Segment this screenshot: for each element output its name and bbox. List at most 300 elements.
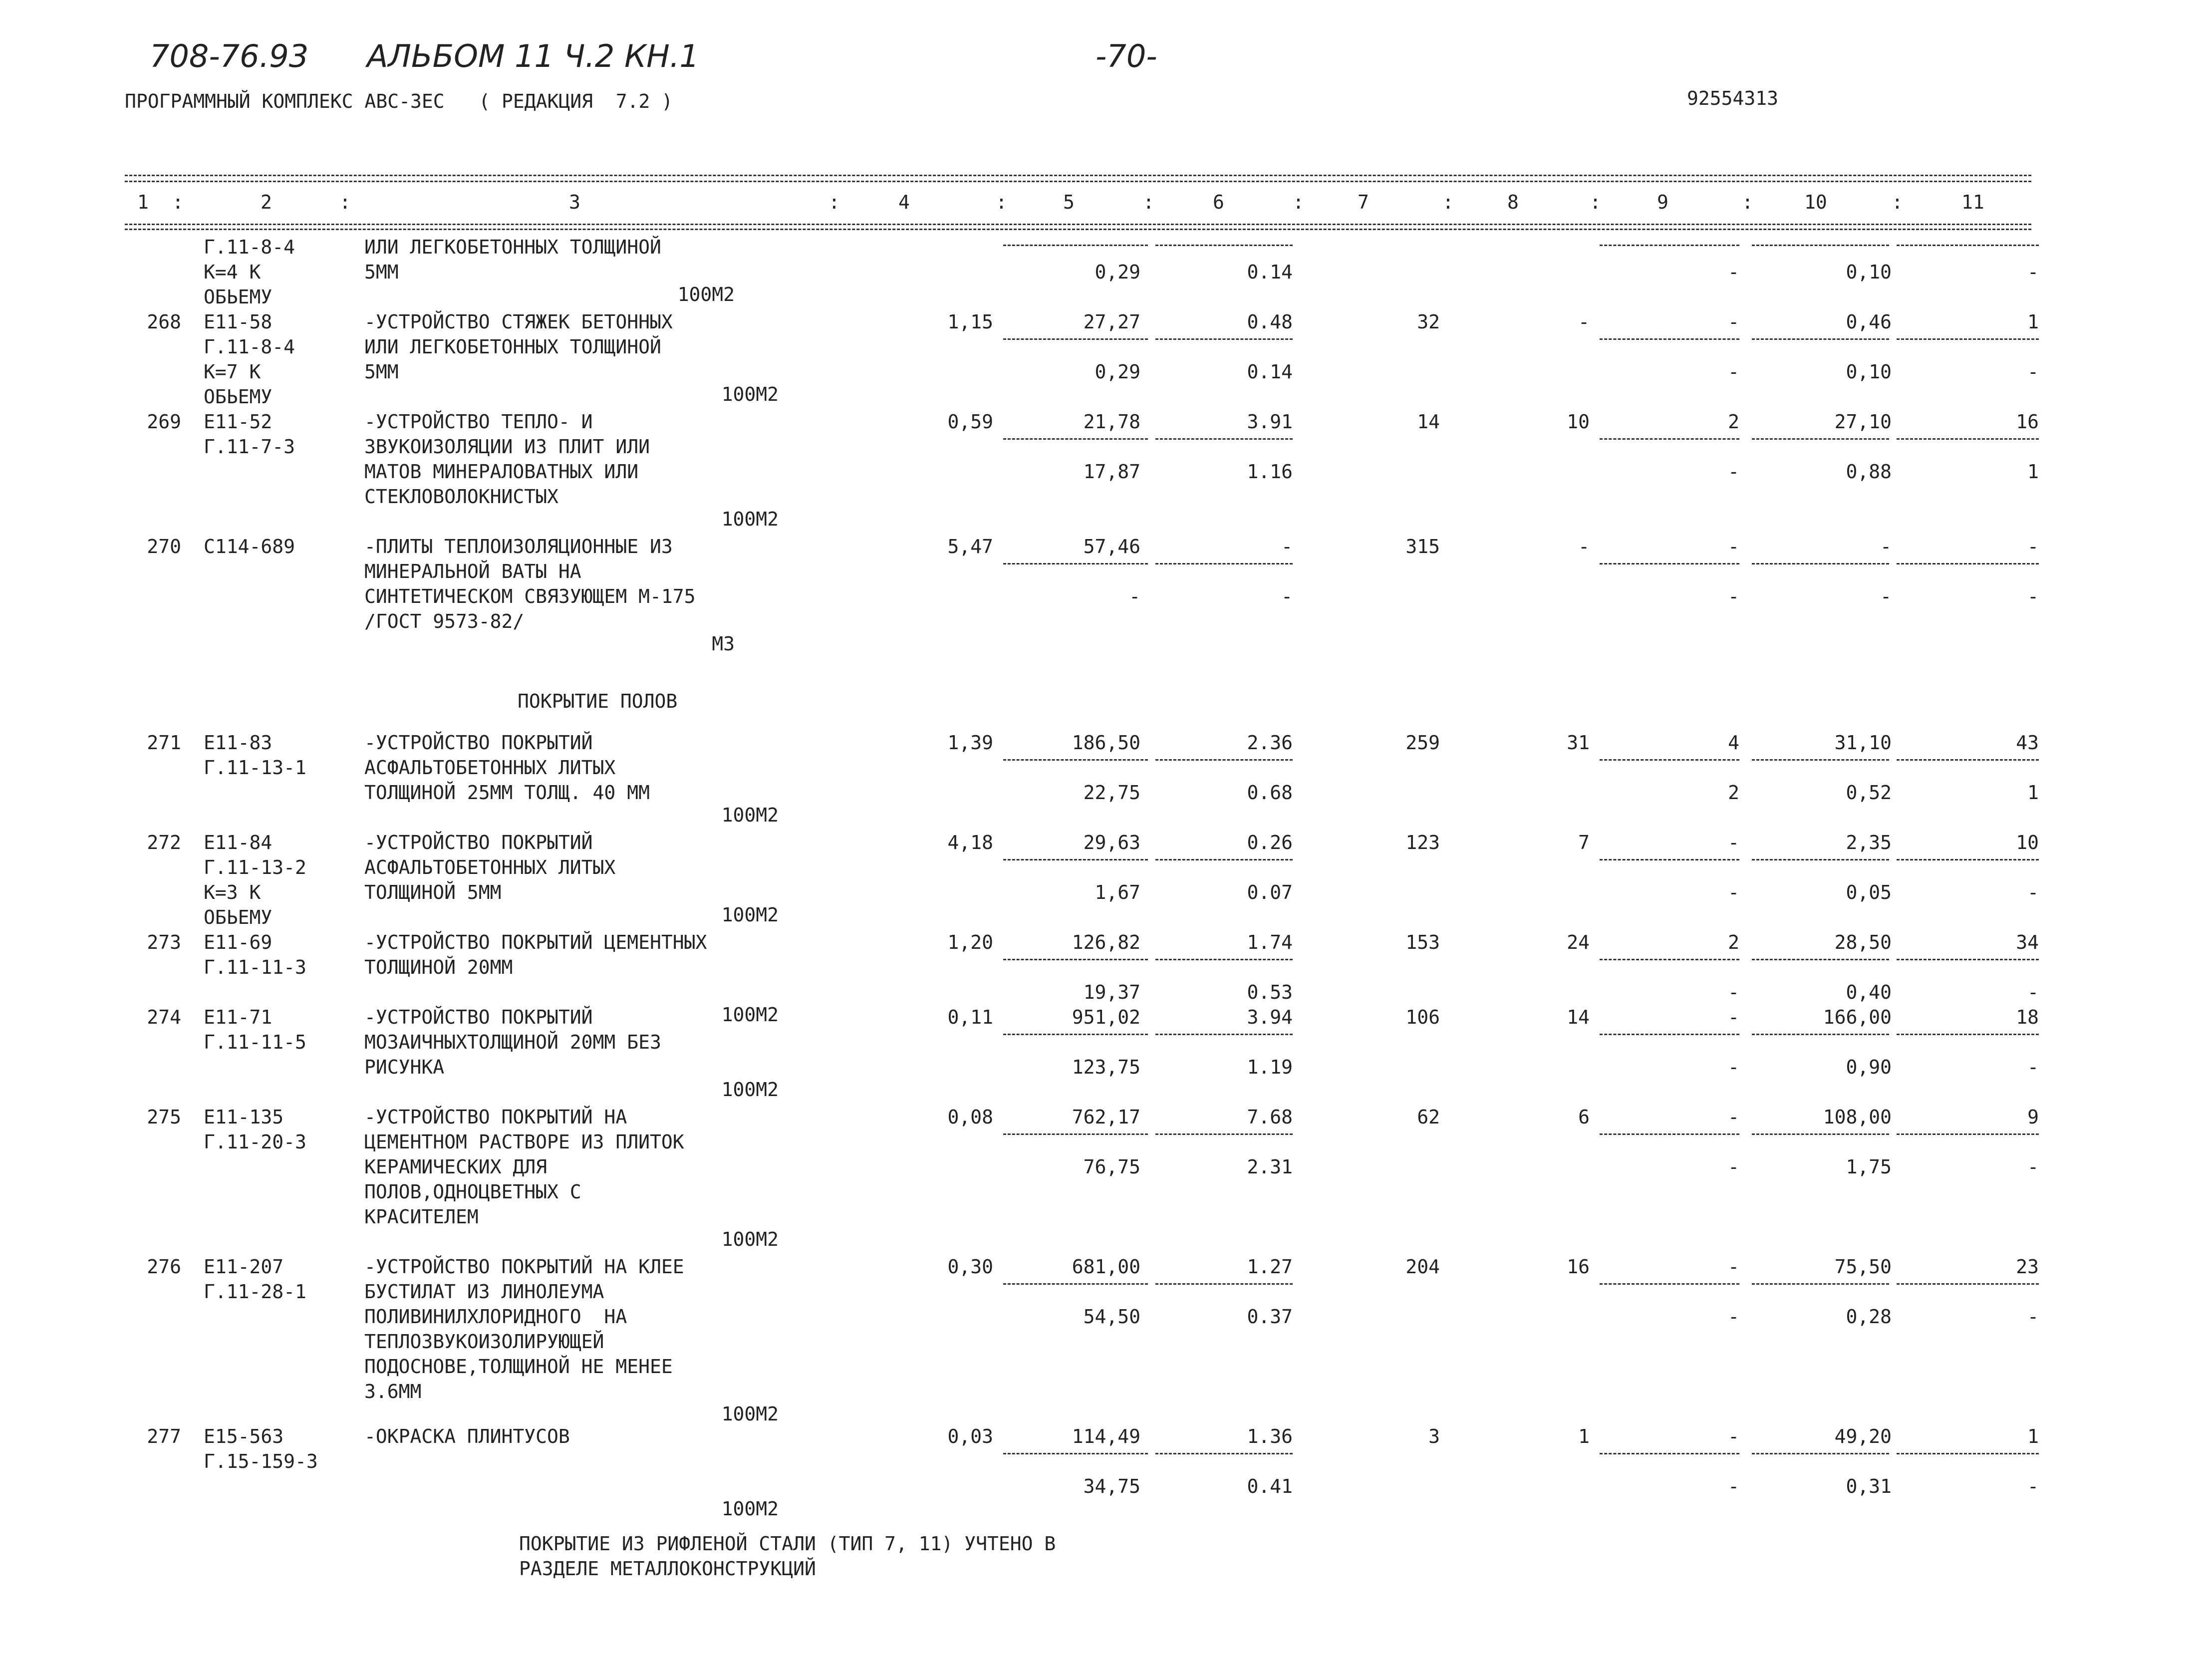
row-cell-c8: 10 (1567, 411, 1590, 433)
footer-note-line-2: РАЗДЕЛЕ МЕТАЛЛОКОНСТРУКЦИЙ (519, 1558, 816, 1580)
row-cell-c9b: 2 (1728, 782, 1739, 804)
divider-c11 (1897, 438, 2039, 440)
column-header-7: 7 (1358, 191, 1369, 213)
row-cell-c5: 27,27 (1083, 311, 1140, 333)
row-cell-c6b: 0.14 (1247, 261, 1293, 283)
row-code: Г.11-13-2 (204, 856, 306, 878)
divider-c10 (1752, 438, 1889, 440)
divider-c9 (1600, 859, 1739, 860)
divider-c11 (1897, 245, 2039, 246)
row-cell-c10b: 0,05 (1846, 881, 1892, 903)
row-cell-c11b: - (2027, 1475, 2039, 1497)
divider-c6 (1155, 245, 1293, 246)
row-code: Г.11-7-3 (204, 436, 295, 458)
row-number: 275 (147, 1106, 181, 1128)
row-cell-c10b: 0,10 (1846, 361, 1892, 383)
row-cell-c5: 57,46 (1083, 536, 1140, 558)
divider-c9 (1600, 438, 1739, 440)
divider-c5 (1003, 1034, 1148, 1035)
divider-c11 (1897, 959, 2039, 960)
row-cell-c6b: 0.68 (1247, 782, 1293, 804)
section-title: ПОКРЫТИЕ ПОЛОВ (518, 690, 678, 712)
row-description: -УСТРОЙСТВО ПОКРЫТИЙ (364, 732, 593, 754)
column-separator: : (829, 191, 840, 213)
program-line: ПРОГРАММНЫЙ КОМПЛЕКС АВС-3ЕС ( РЕДАКЦИЯ 7.2 ) (125, 90, 673, 112)
row-code: Г.11-13-1 (204, 757, 306, 779)
row-cell-c5b: 0,29 (1095, 361, 1140, 383)
column-separator: : (996, 191, 1007, 213)
divider-c6 (1155, 759, 1293, 761)
row-cell-c10b: 0,10 (1846, 261, 1892, 283)
header-rule-bottom (125, 224, 2031, 225)
column-separator: : (1143, 191, 1154, 213)
divider-c10 (1752, 1283, 1889, 1285)
row-unit: 100М2 (721, 804, 779, 826)
row-description: 5ММ (364, 261, 399, 283)
row-cell-c6b: 0.37 (1247, 1306, 1293, 1328)
header-rule-top-2 (125, 181, 2031, 182)
row-code: Е11-207 (204, 1256, 284, 1278)
row-description: РИСУНКА (364, 1056, 445, 1078)
row-cell-c5b: 1,67 (1095, 881, 1140, 903)
row-code: Г.11-8-4 (204, 236, 295, 258)
row-unit: 100М2 (721, 1403, 779, 1425)
divider-c11 (1897, 1034, 2039, 1035)
row-cell-c5b: 17,87 (1083, 461, 1140, 483)
row-cell-c6: 0.26 (1247, 832, 1293, 853)
footer-note-line-1: ПОКРЫТИЕ ИЗ РИФЛЕНОЙ СТАЛИ (ТИП 7, 11) УЧТЕНО В (519, 1533, 1056, 1555)
row-cell-c4: 5,47 (947, 536, 993, 558)
row-cell-c11: 34 (2016, 931, 2039, 953)
row-cell-c4: 0,59 (947, 411, 993, 433)
row-description: ИЛИ ЛЕГКОБЕТОННЫХ ТОЛЩИНОЙ (364, 336, 661, 358)
divider-c6 (1155, 1133, 1293, 1135)
column-separator: : (1293, 191, 1304, 213)
divider-c11 (1897, 859, 2039, 860)
row-cell-c11b: - (2027, 585, 2039, 607)
column-separator: : (1590, 191, 1601, 213)
row-cell-c11b: 1 (2027, 782, 2039, 804)
row-cell-c7: 123 (1405, 832, 1440, 853)
row-cell-c11: 43 (2016, 732, 2039, 754)
row-cell-c10: 2,35 (1846, 832, 1892, 853)
column-header-8: 8 (1507, 191, 1519, 213)
column-header-6: 6 (1213, 191, 1224, 213)
divider-c5 (1003, 438, 1148, 440)
row-cell-c10b: 0,52 (1846, 782, 1892, 804)
row-unit: 100М2 (721, 508, 779, 530)
row-description: 5ММ (364, 361, 399, 383)
row-cell-c6b: - (1281, 585, 1293, 607)
divider-c10 (1752, 245, 1889, 246)
divider-c5 (1003, 859, 1148, 860)
row-cell-c7: 153 (1405, 931, 1440, 953)
divider-c6 (1155, 1453, 1293, 1454)
row-code: Г.11-11-3 (204, 956, 306, 978)
row-cell-c8: 6 (1578, 1106, 1590, 1128)
row-cell-c11b: 1 (2027, 461, 2039, 483)
row-cell-c7: 259 (1405, 732, 1440, 754)
row-cell-c11: 23 (2016, 1256, 2039, 1278)
row-cell-c4: 1,15 (947, 311, 993, 333)
divider-c6 (1155, 959, 1293, 960)
row-cell-c7: 315 (1405, 536, 1440, 558)
row-unit: М3 (712, 633, 735, 655)
row-cell-c10b: - (1880, 585, 1892, 607)
row-cell-c11: 16 (2016, 411, 2039, 433)
row-code: Е11-58 (204, 311, 273, 333)
row-cell-c4: 1,39 (947, 732, 993, 754)
divider-c10 (1752, 563, 1889, 564)
row-description: ПОЛОВ,ОДНОЦВЕТНЫХ С (364, 1181, 581, 1203)
row-code: ОБЬЕМУ (204, 386, 273, 408)
document-number: 92554313 (1687, 87, 1779, 109)
row-cell-c9b: - (1728, 1056, 1739, 1078)
divider-c9 (1600, 1453, 1739, 1454)
row-description: МОЗАИЧНЫХТОЛЩИНОЙ 20ММ БЕЗ (364, 1031, 661, 1053)
column-header-4: 4 (898, 191, 910, 213)
header-rule-top (125, 175, 2031, 176)
row-cell-c6: - (1281, 536, 1293, 558)
row-description: ТЕПЛОЗВУКОИЗОЛИРУЮЩЕЙ (364, 1331, 604, 1353)
row-cell-c10: 28,50 (1834, 931, 1892, 953)
divider-c9 (1600, 959, 1739, 960)
column-header-10: 10 (1804, 191, 1827, 213)
row-code: Г.15-159-3 (204, 1450, 318, 1472)
column-separator: : (1742, 191, 1753, 213)
row-cell-c6: 7.68 (1247, 1106, 1293, 1128)
row-cell-c5b: 19,37 (1083, 981, 1140, 1003)
row-cell-c6b: 1.16 (1247, 461, 1293, 483)
row-cell-c8: 7 (1578, 832, 1590, 853)
divider-c11 (1897, 338, 2039, 340)
divider-c10 (1752, 959, 1889, 960)
row-cell-c5: 186,50 (1072, 732, 1140, 754)
row-code: Г.11-8-4 (204, 336, 295, 358)
divider-c6 (1155, 438, 1293, 440)
divider-c5 (1003, 1453, 1148, 1454)
page-number: -70- (1096, 38, 1157, 74)
row-cell-c10b: 0,31 (1846, 1475, 1892, 1497)
row-cell-c11b: - (2027, 981, 2039, 1003)
divider-c11 (1897, 759, 2039, 761)
row-number: 273 (147, 931, 181, 953)
divider-c9 (1600, 563, 1739, 564)
row-cell-c11: 10 (2016, 832, 2039, 853)
row-description: -УСТРОЙСТВО ПОКРЫТИЙ (364, 1006, 593, 1028)
row-cell-c9b: - (1728, 461, 1739, 483)
row-description: -УСТРОЙСТВО ПОКРЫТИЙ НА (364, 1106, 627, 1128)
row-description: ТОЛЩИНОЙ 5ММ (364, 881, 502, 903)
row-description: -УСТРОЙСТВО СТЯЖЕК БЕТОННЫХ (364, 311, 673, 333)
row-cell-c5: 951,02 (1072, 1006, 1140, 1028)
row-cell-c11: 18 (2016, 1006, 2039, 1028)
row-description: БУСТИЛАТ ИЗ ЛИНОЛЕУМА (364, 1281, 604, 1303)
row-cell-c11b: - (2027, 1156, 2039, 1178)
row-cell-c4: 0,03 (947, 1425, 993, 1447)
row-cell-c10: - (1880, 536, 1892, 558)
row-cell-c9: - (1728, 1256, 1739, 1278)
row-number: 270 (147, 536, 181, 558)
row-description: АСФАЛЬТОБЕТОННЫХ ЛИТЫХ (364, 856, 616, 878)
column-header-2: 2 (261, 191, 272, 213)
divider-c6 (1155, 1034, 1293, 1035)
divider-c5 (1003, 563, 1148, 564)
divider-c9 (1600, 1034, 1739, 1035)
row-cell-c5b: 0,29 (1095, 261, 1140, 283)
row-cell-c11b: - (2027, 361, 2039, 383)
row-description: КРАСИТЕЛЕМ (364, 1206, 479, 1228)
row-cell-c6: 1.36 (1247, 1425, 1293, 1447)
divider-c9 (1600, 1133, 1739, 1135)
column-header-9: 9 (1657, 191, 1668, 213)
row-cell-c9b: - (1728, 585, 1739, 607)
row-cell-c11b: - (2027, 881, 2039, 903)
row-cell-c10b: 0,88 (1846, 461, 1892, 483)
row-description: 3.6ММ (364, 1381, 422, 1402)
row-number: 272 (147, 832, 181, 853)
row-cell-c4: 0,11 (947, 1006, 993, 1028)
row-cell-c11: 1 (2027, 1425, 2039, 1447)
row-cell-c8: 1 (1578, 1425, 1590, 1447)
row-cell-c5b: 22,75 (1083, 782, 1140, 804)
divider-c5 (1003, 1283, 1148, 1285)
divider-c11 (1897, 1283, 2039, 1285)
row-cell-c9b: - (1728, 981, 1739, 1003)
divider-c6 (1155, 859, 1293, 860)
header-rule-bottom-2 (125, 229, 2031, 230)
row-cell-c7: 3 (1428, 1425, 1440, 1447)
row-unit: 100М2 (721, 1079, 779, 1101)
row-number: 268 (147, 311, 181, 333)
row-cell-c5b: 54,50 (1083, 1306, 1140, 1328)
row-cell-c9b: - (1728, 1156, 1739, 1178)
divider-c9 (1600, 338, 1739, 340)
row-cell-c10b: 0,40 (1846, 981, 1892, 1003)
row-cell-c4: 0,08 (947, 1106, 993, 1128)
row-unit: 100М2 (721, 1004, 779, 1026)
row-cell-c9b: - (1728, 261, 1739, 283)
row-cell-c9b: - (1728, 361, 1739, 383)
handwritten-album: АЛЬБОМ 11 Ч.2 КН.1 (367, 38, 699, 74)
row-description: АСФАЛЬТОБЕТОННЫХ ЛИТЫХ (364, 757, 616, 779)
row-unit: 100М2 (721, 1228, 779, 1250)
divider-c5 (1003, 338, 1148, 340)
column-separator: : (1442, 191, 1454, 213)
row-cell-c6b: 0.53 (1247, 981, 1293, 1003)
divider-c6 (1155, 1283, 1293, 1285)
row-cell-c7: 204 (1405, 1256, 1440, 1278)
column-separator: : (1892, 191, 1903, 213)
row-unit: 100М2 (721, 383, 779, 405)
row-description: /ГОСТ 9573-82/ (364, 610, 525, 632)
row-cell-c5: 21,78 (1083, 411, 1140, 433)
row-number: 269 (147, 411, 181, 433)
row-cell-c4: 4,18 (947, 832, 993, 853)
row-description: МАТОВ МИНЕРАЛОВАТНЫХ ИЛИ (364, 461, 639, 483)
column-separator: : (339, 191, 351, 213)
row-code: Е11-135 (204, 1106, 284, 1128)
row-cell-c11: 9 (2027, 1106, 2039, 1128)
row-cell-c11b: - (2027, 1056, 2039, 1078)
row-number: 271 (147, 732, 181, 754)
row-cell-c9: - (1728, 832, 1739, 853)
row-cell-c10: 49,20 (1834, 1425, 1892, 1447)
row-cell-c5: 681,00 (1072, 1256, 1140, 1278)
row-cell-c8: 31 (1567, 732, 1590, 754)
row-cell-c11: - (2027, 536, 2039, 558)
row-cell-c4: 1,20 (947, 931, 993, 953)
row-cell-c10b: 0,90 (1846, 1056, 1892, 1078)
row-cell-c9: 4 (1728, 732, 1739, 754)
row-cell-c10b: 0,28 (1846, 1306, 1892, 1328)
divider-c11 (1897, 563, 2039, 564)
row-code: С114-689 (204, 536, 295, 558)
row-cell-c9: 2 (1728, 931, 1739, 953)
row-description: КЕРАМИЧЕСКИХ ДЛЯ (364, 1156, 548, 1178)
row-cell-c6b: 1.19 (1247, 1056, 1293, 1078)
row-cell-c5b: 76,75 (1083, 1156, 1140, 1178)
row-number: 274 (147, 1006, 181, 1028)
row-cell-c10: 166,00 (1823, 1006, 1892, 1028)
row-cell-c8: - (1578, 311, 1590, 333)
divider-c6 (1155, 338, 1293, 340)
row-cell-c5b: - (1129, 585, 1140, 607)
row-cell-c6: 0.48 (1247, 311, 1293, 333)
row-cell-c6: 3.91 (1247, 411, 1293, 433)
column-header-1: 1 (137, 191, 149, 213)
row-cell-c6b: 0.41 (1247, 1475, 1293, 1497)
row-cell-c10: 31,10 (1834, 732, 1892, 754)
row-code: Е11-71 (204, 1006, 273, 1028)
row-cell-c8: - (1578, 536, 1590, 558)
row-cell-c8: 24 (1567, 931, 1590, 953)
divider-c5 (1003, 959, 1148, 960)
row-cell-c7: 32 (1417, 311, 1440, 333)
divider-c9 (1600, 759, 1739, 761)
row-cell-c6b: 2.31 (1247, 1156, 1293, 1178)
row-description: ТОЛЩИНОЙ 25ММ ТОЛЩ. 40 ММ (364, 782, 650, 804)
row-code: Г.11-20-3 (204, 1131, 306, 1153)
row-description: СТЕКЛОВОЛОКНИСТЫХ (364, 486, 558, 508)
row-cell-c11: 1 (2027, 311, 2039, 333)
divider-c11 (1897, 1133, 2039, 1135)
row-cell-c11b: - (2027, 261, 2039, 283)
row-cell-c10: 0,46 (1846, 311, 1892, 333)
row-code: Е15-563 (204, 1425, 284, 1447)
row-description: ЗВУКОИЗОЛЯЦИИ ИЗ ПЛИТ ИЛИ (364, 436, 650, 458)
row-description: -УСТРОЙСТВО ПОКРЫТИЙ НА КЛЕЕ (364, 1256, 684, 1278)
row-cell-c5b: 123,75 (1072, 1056, 1140, 1078)
column-header-11: 11 (1961, 191, 1984, 213)
divider-c9 (1600, 245, 1739, 246)
row-cell-c8: 16 (1567, 1256, 1590, 1278)
row-code: Е11-69 (204, 931, 273, 953)
row-cell-c6b: 0.07 (1247, 881, 1293, 903)
divider-c10 (1752, 859, 1889, 860)
divider-c10 (1752, 338, 1889, 340)
row-cell-c6: 2.36 (1247, 732, 1293, 754)
row-cell-c9: - (1728, 536, 1739, 558)
row-cell-c10b: 1,75 (1846, 1156, 1892, 1178)
row-description: МИНЕРАЛЬНОЙ ВАТЫ НА (364, 560, 581, 582)
row-cell-c9b: - (1728, 881, 1739, 903)
divider-c10 (1752, 1034, 1889, 1035)
row-code: Е11-84 (204, 832, 273, 853)
row-cell-c7: 106 (1405, 1006, 1440, 1028)
row-code: ОБЬЕМУ (204, 286, 273, 308)
column-separator: : (172, 191, 184, 213)
row-code: Е11-52 (204, 411, 273, 433)
row-cell-c10: 108,00 (1823, 1106, 1892, 1128)
row-code: Е11-83 (204, 732, 273, 754)
row-cell-c11b: - (2027, 1306, 2039, 1328)
row-cell-c9b: - (1728, 1475, 1739, 1497)
row-cell-c7: 62 (1417, 1106, 1440, 1128)
row-cell-c4: 0,30 (947, 1256, 993, 1278)
row-description: -ОКРАСКА ПЛИНТУСОВ (364, 1425, 570, 1447)
divider-c10 (1752, 1453, 1889, 1454)
row-unit: 100М2 (721, 904, 779, 926)
row-cell-c5b: 34,75 (1083, 1475, 1140, 1497)
row-description: ПОЛИВИНИЛХЛОРИДНОГО НА (364, 1306, 627, 1328)
divider-c11 (1897, 1453, 2039, 1454)
divider-c6 (1155, 563, 1293, 564)
row-cell-c9: 2 (1728, 411, 1739, 433)
row-number: 277 (147, 1425, 181, 1447)
row-description: -УСТРОЙСТВО ПОКРЫТИЙ (364, 832, 593, 853)
row-cell-c8: 14 (1567, 1006, 1590, 1028)
row-cell-c9: - (1728, 311, 1739, 333)
column-header-5: 5 (1063, 191, 1075, 213)
row-cell-c5: 29,63 (1083, 832, 1140, 853)
row-description: ИЛИ ЛЕГКОБЕТОННЫХ ТОЛЩИНОЙ (364, 236, 661, 258)
row-number: 276 (147, 1256, 181, 1278)
row-code: К=3 К (204, 881, 261, 903)
row-code: ОБЬЕМУ (204, 906, 273, 928)
row-description: ПОДОСНОВЕ,ТОЛЩИНОЙ НЕ МЕНЕЕ (364, 1356, 673, 1378)
row-cell-c7: 14 (1417, 411, 1440, 433)
row-description: СИНТЕТИЧЕСКОМ СВЯЗУЮЩЕМ М-175 (364, 585, 696, 607)
divider-c10 (1752, 1133, 1889, 1135)
row-description: ЦЕМЕНТНОМ РАСТВОРЕ ИЗ ПЛИТОК (364, 1131, 684, 1153)
row-description: -ПЛИТЫ ТЕПЛОИЗОЛЯЦИОННЫЕ ИЗ (364, 536, 673, 558)
row-unit: 100М2 (721, 1498, 779, 1520)
row-cell-c5: 762,17 (1072, 1106, 1140, 1128)
divider-c5 (1003, 245, 1148, 246)
row-code: К=4 К (204, 261, 261, 283)
row-description: -УСТРОЙСТВО ТЕПЛО- И (364, 411, 593, 433)
row-cell-c5: 114,49 (1072, 1425, 1140, 1447)
row-cell-c10: 27,10 (1834, 411, 1892, 433)
row-cell-c6: 1.74 (1247, 931, 1293, 953)
row-cell-c6b: 0.14 (1247, 361, 1293, 383)
divider-c10 (1752, 759, 1889, 761)
row-cell-c9: - (1728, 1425, 1739, 1447)
row-cell-c6: 1.27 (1247, 1256, 1293, 1278)
row-cell-c5: 126,82 (1072, 931, 1140, 953)
row-cell-c9: - (1728, 1106, 1739, 1128)
row-cell-c9: - (1728, 1006, 1739, 1028)
row-cell-c9b: - (1728, 1306, 1739, 1328)
column-header-3: 3 (569, 191, 580, 213)
divider-c5 (1003, 759, 1148, 761)
row-description: ТОЛЩИНОЙ 20ММ (364, 956, 513, 978)
row-unit: 100М2 (677, 283, 735, 305)
row-code: К=7 К (204, 361, 261, 383)
row-description: -УСТРОЙСТВО ПОКРЫТИЙ ЦЕМЕНТНЫХ (364, 931, 707, 953)
divider-c5 (1003, 1133, 1148, 1135)
